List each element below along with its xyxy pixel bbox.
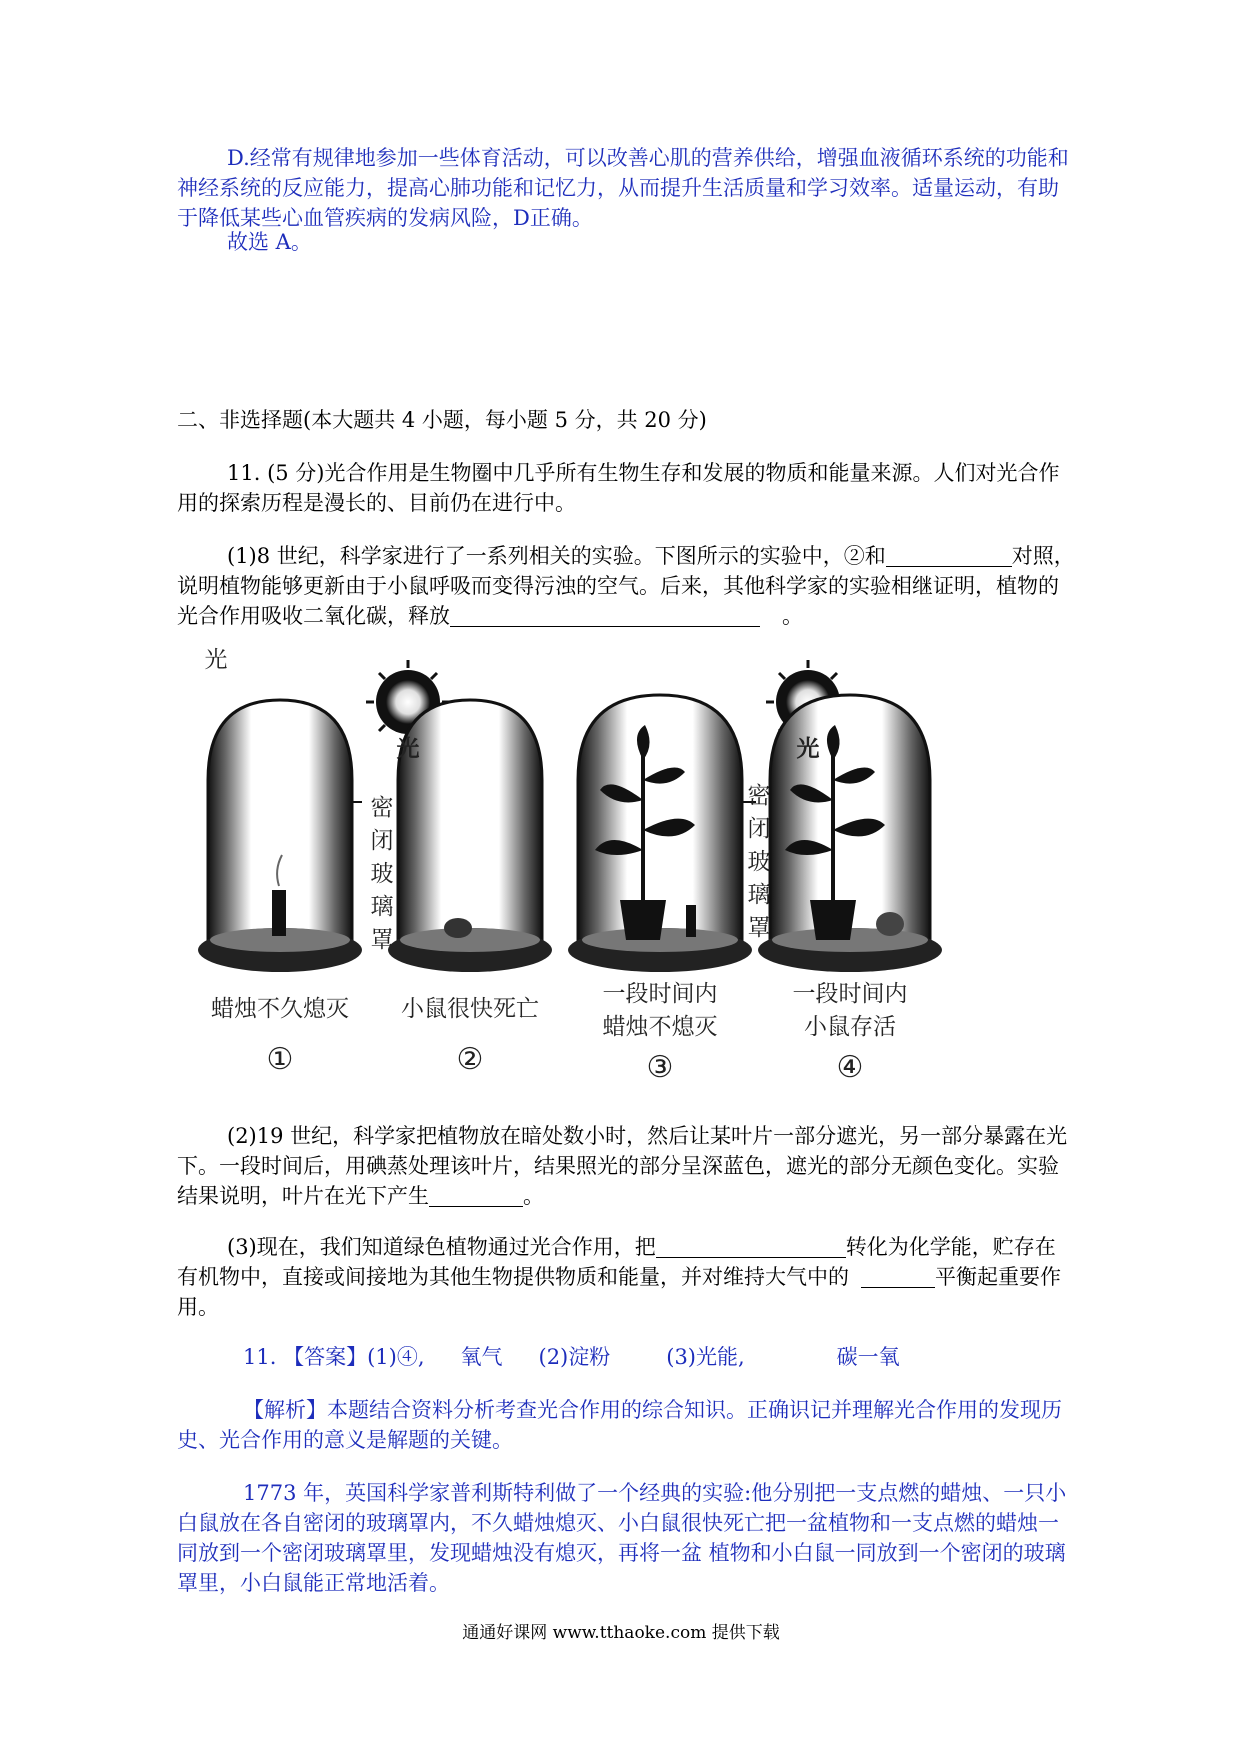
answer-1: (1)④, <box>367 1345 425 1369</box>
choice-answer: 故选 A。 <box>227 230 312 254</box>
bell-jar-3 <box>568 695 752 972</box>
caption-2: 小鼠很快死亡 <box>401 996 539 1022</box>
explanation-d: D.经常有规律地参加一些体育活动，可以改善心肌的营养供给，增强血液循环系统的功能和神经系统的反应能力，提高心肺功能和记忆力，从而提升生活质量和学习效率。适量运动，有助于降低某些心血管疾病的发病风险，D正确。 <box>177 146 1069 230</box>
caption-3: 一段时间内 蜡烛不熄灭 <box>602 981 718 1040</box>
number-3: ③ <box>646 1050 674 1085</box>
mouse-icon <box>444 918 472 938</box>
glass-label-2: 密闭玻璃罩 <box>747 783 771 941</box>
candle-icon <box>272 890 286 936</box>
number-1: ① <box>266 1042 294 1077</box>
answer-1b: 氧气 <box>460 1345 503 1369</box>
q11-part3 <box>177 1232 1075 1322</box>
answer-blank-2[interactable] <box>450 604 760 627</box>
bell-jar-4 <box>758 695 942 972</box>
answer-blank-3[interactable] <box>429 1184 523 1207</box>
answer-3: (3)光能, <box>666 1345 745 1369</box>
answer-2: (2)淀粉 <box>538 1345 611 1369</box>
bell-jar-1 <box>198 700 362 972</box>
number-4: ④ <box>836 1050 864 1085</box>
page-footer: 通通好课网 www.tthaoke.com 提供下载 <box>462 1623 780 1643</box>
caption-1: 蜡烛不久熄灭 <box>211 996 349 1022</box>
glass-label-1: 密闭玻璃罩 <box>370 795 394 953</box>
q11-part3-text-c: 平衡起重要作用。 <box>177 1265 1061 1319</box>
number-2: ② <box>456 1042 484 1077</box>
q11-part3-text-a: (3)现在，我们知道绿色植物通过光合作用，把 <box>227 1235 656 1259</box>
light-label: 光 <box>204 647 228 673</box>
analysis-history: 1773 年，英国科学家普利斯特利做了一个经典的实验:他分别把一支点燃的蜡烛、一只小白鼠放在各自密闭的玻璃罩内，不久蜡烛熄灭、小白鼠很快死亡把一盆植物和一支点燃的蜡烛一同放到一个密闭玻璃罩里，发现蜡烛没有熄灭，再将一盆 植物和小白鼠一同放到一个密闭的玻璃罩里，小白鼠能正常地活着。 <box>177 1481 1067 1595</box>
q11-part2 <box>177 1121 1075 1211</box>
answer-blank-1[interactable] <box>886 544 1012 567</box>
experiment-figure <box>190 647 1070 1110</box>
light-label-1: 光 <box>396 735 420 762</box>
q11-stem: 11. (5 分)光合作用是生物圈中几乎所有生物生存和发展的物质和能量来源。人们对光合作用的探索历程是漫长的、目前仍在进行中。 <box>177 461 1060 515</box>
answer-line <box>177 1342 1075 1372</box>
candle-icon <box>686 905 696 937</box>
mouse-icon <box>876 912 904 936</box>
q11-part3-text-b: 转化为化学能，贮存在有机物中，直接或间接地为其他生物提供物质和能量，并对维持大气中的 <box>177 1235 1056 1289</box>
light-label-2: 光 <box>796 735 820 762</box>
q11-part2-end: 。 <box>523 1184 544 1208</box>
answer-blank-4[interactable] <box>656 1235 846 1258</box>
answer-prefix: 11. 【答案】 <box>243 1345 368 1369</box>
q11-part1-text-a: (1)8 世纪，科学家进行了一系列相关的实验。下图所示的实验中，②和 <box>227 544 886 568</box>
caption-4: 一段时间内 小鼠存活 <box>792 981 908 1040</box>
analysis-text: 【解析】本题结合资料分析考查光合作用的综合知识。正确识记并理解光合作用的发现历史、光合作用的意义是解题的关键。 <box>177 1398 1062 1452</box>
q11-part1-end: 。 <box>782 604 803 628</box>
q11-part1 <box>177 541 1075 631</box>
answer-3b: 碳一氧 <box>836 1345 900 1369</box>
q11-part2-text: (2)19 世纪，科学家把植物放在暗处数小时，然后让某叶片一部分遮光，另一部分暴露在光下。一段时间后，用碘蒸处理该叶片，结果照光的部分呈深蓝色，遮光的部分无颜色变化。实验结果说明，叶片在光下产生 <box>177 1124 1068 1208</box>
section-title: 二、非选择题(本大题共 4 小题，每小题 5 分，共 20 分) <box>177 408 707 432</box>
q11-part1-text-b: 对照，说明植物能够更新由于小鼠呼吸而变得污浊的空气。后来，其他科学家的实验相继证明，植物的光合作用吸收二氧化碳，释放 <box>177 544 1075 628</box>
answer-blank-5[interactable] <box>861 1265 935 1288</box>
